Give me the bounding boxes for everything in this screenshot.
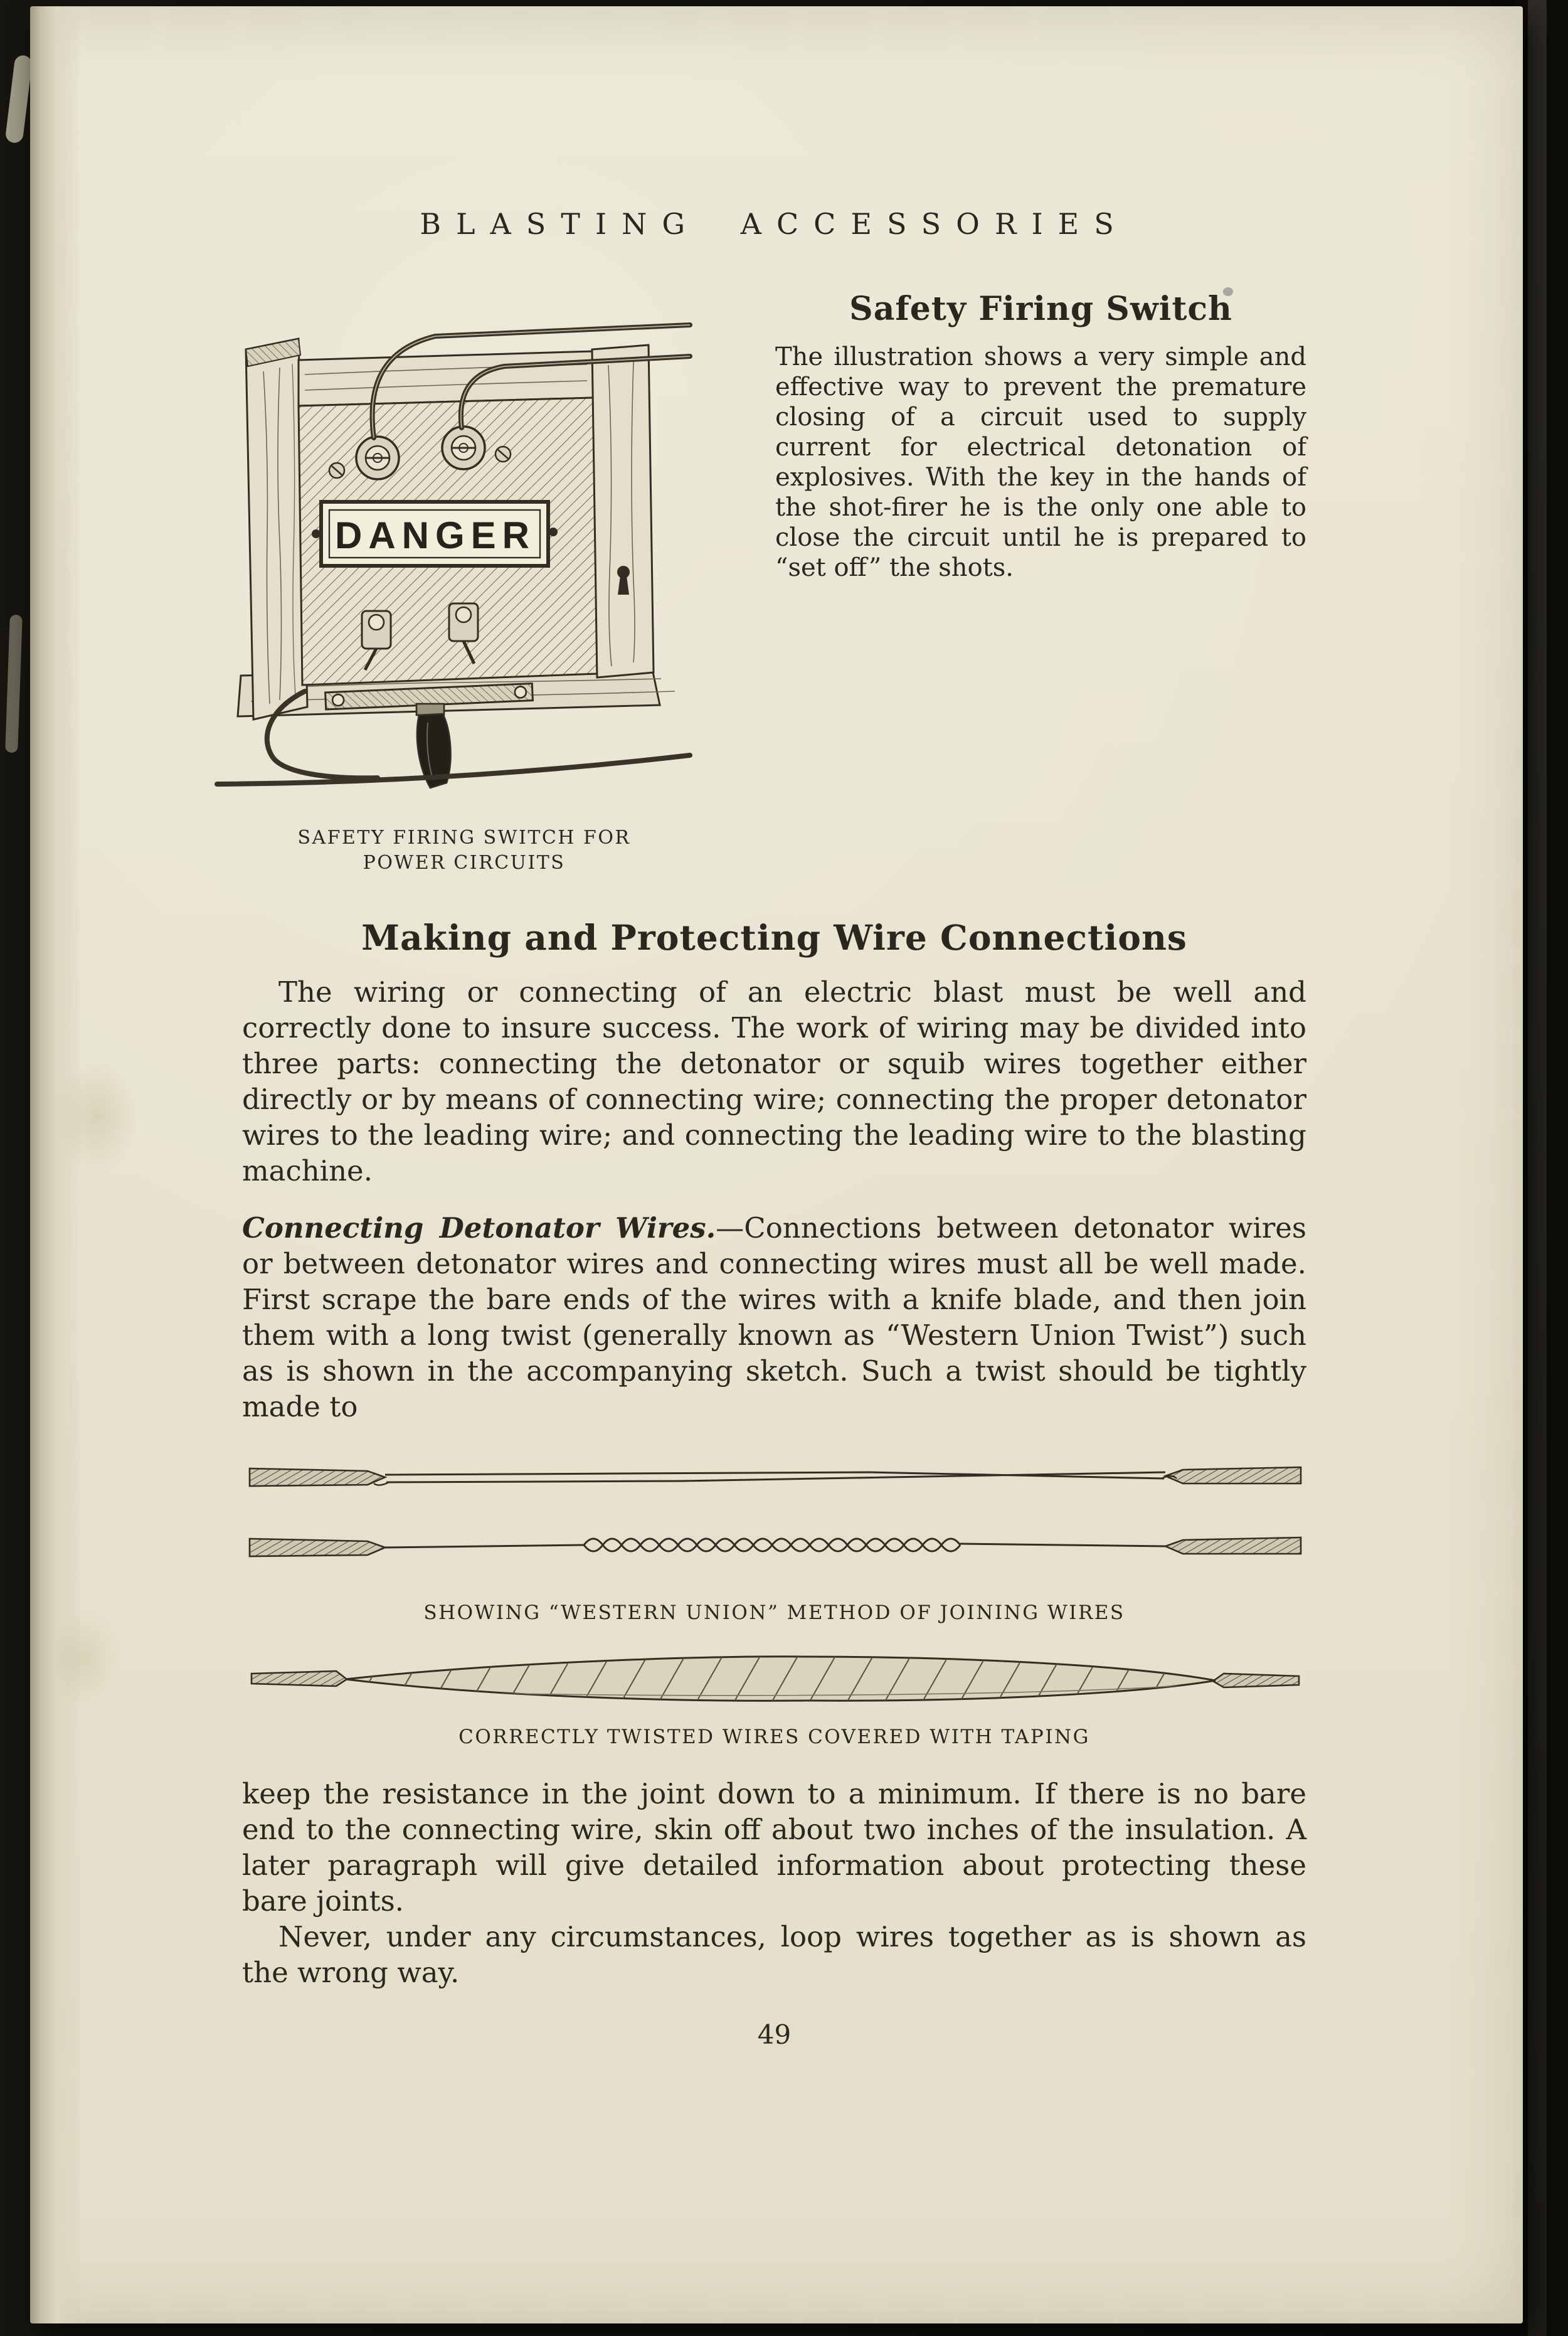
page-content (30, 6, 1523, 2050)
switch-figure (209, 290, 719, 876)
book-page (30, 6, 1523, 2323)
switch-paragraph: The illustration shows a very simple and effective way to prevent the premature closing of a circuit used to supply current for electrical detonation of explosives. With the key in the hands of the shot-firer he is the only one able to close the circuit until he is prepared to “set off” the shots. (775, 342, 1306, 582)
western-union-illustration (242, 1446, 1308, 1589)
switch-section (775, 290, 1306, 583)
paragraph-wiring: The wiring or connecting of an electric blast must be well and correctly done to insure success. The work of wiring may be divided into three parts: connecting the detonator or squib wires together either directly or by means of connecting wire; connecting the proper detonator wires to the leading wire; and connecting the leading wire to the blasting machine. (242, 975, 1306, 1187)
section-heading: Making and Protecting Wire Connections (361, 917, 1187, 958)
binding-post-right (442, 427, 485, 469)
danger-plate (312, 502, 558, 566)
taped-wire-caption: CORRECTLY TWISTED WIRES COVERED WITH TAPING (458, 1726, 1090, 1748)
switch-figure-caption (209, 826, 719, 876)
paragraph-never-loop: Never, under any circumstances, loop wires together as is shown as the wrong way. (242, 1920, 1306, 1989)
switch-figure-row (242, 290, 1306, 876)
switch-illustration (209, 290, 719, 817)
panel-screw-right (495, 447, 511, 462)
taped-joint (252, 1652, 1299, 1707)
danger-label: DANGER (334, 514, 536, 556)
book-fore-edge (1528, 0, 1547, 2336)
paragraph-resistance: keep the resistance in the joint down to a minimum. If there is no bare end to the connecting wire, skin off about two inches of the insulation. A later paragraph will give detailed information about protecting these bare joints. (242, 1777, 1306, 1918)
page-edge-strip (5, 615, 23, 753)
running-header: BLASTING ACCESSORIES (420, 207, 1129, 241)
switch-caption-line1: SAFETY FIRING SWITCH FOR (297, 827, 631, 849)
taped-wire-illustration (242, 1645, 1308, 1713)
switch-heading: Safety Firing Switch (849, 290, 1232, 328)
right-wood-door (592, 345, 654, 677)
switch-caption-line2: POWER CIRCUITS (363, 852, 566, 874)
wires-before-twist (250, 1467, 1301, 1486)
paragraph-detonator-wires (242, 1210, 1306, 1425)
wires-twisted (250, 1537, 1301, 1556)
taped-wire-figure (242, 1645, 1306, 1713)
page-corner-edge (5, 55, 33, 144)
page-number: 49 (757, 2019, 792, 2050)
paragraph-lead-rest: —Connections between detonator wires or between detonator wires and connecting wires must all be well made. First scrape the bare ends of the wires with a knife blade, and then join them with a long twist (generally known as “Western Union Twist”) such as is shown in the accompanying sketch. Such a twist should be tightly made to (242, 1211, 1306, 1423)
binding-post-left (356, 437, 399, 479)
top-wood-rail (299, 351, 593, 406)
western-union-caption: SHOWING “WESTERN UNION” METHOD OF JOINING WIRES (423, 1601, 1125, 1624)
paragraph-lead-in: Connecting Detonator Wires. (242, 1211, 716, 1245)
panel-screw-left (329, 463, 344, 478)
western-union-figure (242, 1446, 1306, 1589)
